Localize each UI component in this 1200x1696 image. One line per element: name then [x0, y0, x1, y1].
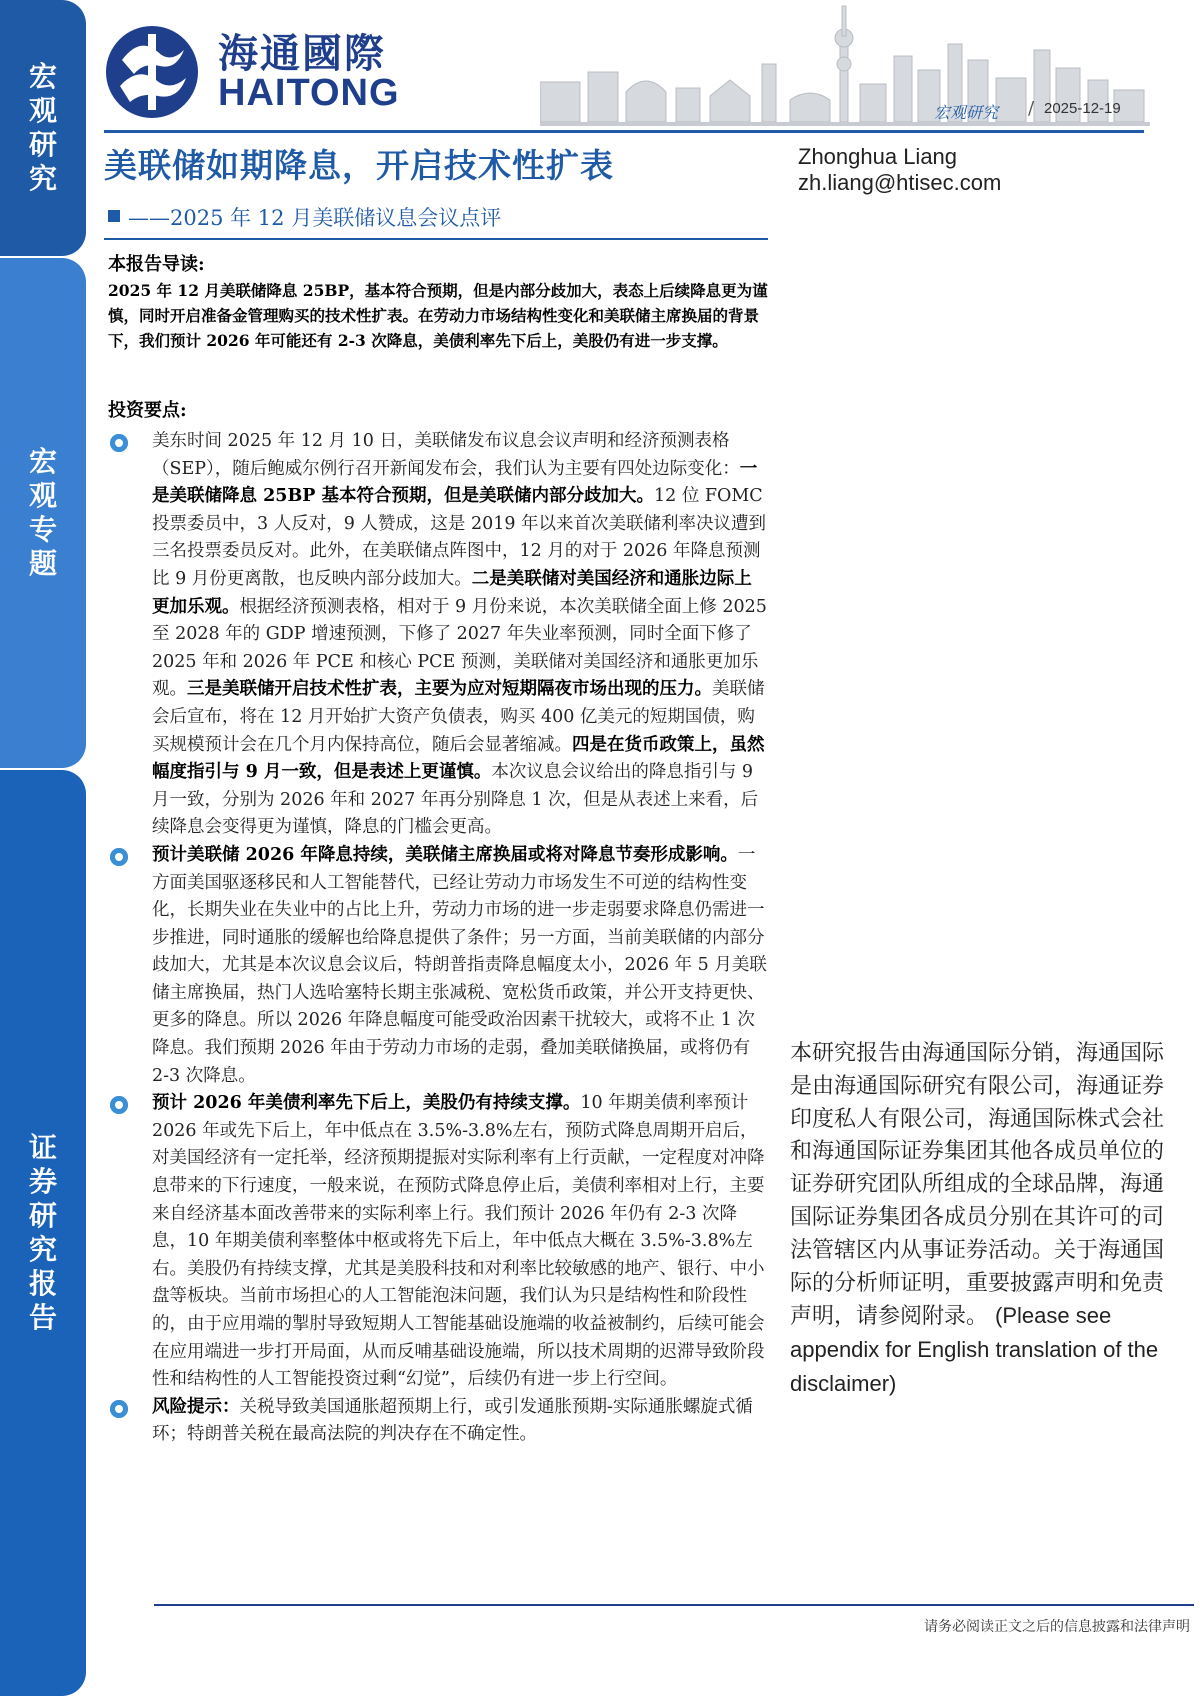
- footer-notice: 请务必阅读正文之后的信息披露和法律声明: [924, 1619, 1190, 1635]
- report-subtitle: ——2025 年 12 月美联储议息会议点评: [128, 206, 502, 230]
- list-item: 预计 2026 年美债利率先下后上，美股仍有持续支撑。10 年期美债利率预计 2026 年或先下后上，年中低点在 3.5%-3.8%左右，预防式降息周期开启后，对美国经济有一定托举，经济预期提振对实际利率有上行贡献，一定程度对冲降息带来的下行速度，一般来说，在预防式降息停止后，美债利率相对上行，主要来自经济基本面改善带来的实际利率上行。我们预计 2026 年仍有 2-3 次降息，10 年期美债利率整体中枢或将先下后上，年中低点大概在 3.5%-3.8%左右。美股仍有持续支撑，尤其是美股科技和对利率比较敏感的地产、银行、中小盘等板块。当前市场担心的人工智能泡沫问题，我们认为只是结构性和阶段性的，由于应用端的掣肘导致短期人工智能基础设施端的收益被制约，后续可能会在应用端进一步打开局面，从而反哺基础设施端，所以技术周期的迟滞导致阶段性和结构性的人工智能投资过剩“幻觉”，后续仍有进一步上行空间。: [108, 1090, 768, 1394]
- header-divider: /: [1028, 98, 1035, 119]
- sidebar-char: 研: [28, 1199, 57, 1232]
- sidebar-char: 观: [28, 94, 57, 127]
- author-name: Zhonghua Liang: [798, 144, 958, 169]
- disclaimer-english-note: (Please see appendix for English translation of the disclaimer): [790, 1303, 1159, 1396]
- title-rule: [104, 238, 768, 240]
- investment-points-list: [108, 428, 768, 1449]
- list-item: 风险提示：关税导致美国通胀超预期上行，或引发通胀预期-实际通胀螺旋式循环；特朗普关税在最高法院的判决存在不确定性。: [108, 1394, 768, 1449]
- author-email[interactable]: zh.liang@htisec.com: [798, 170, 1002, 195]
- sidebar-tab-macro-topic: [0, 258, 86, 768]
- sidebar-char: 究: [28, 162, 57, 195]
- list-item: 美东时间 2025 年 12 月 10 日，美联储发布议息会议声明和经济预测表格（SEP），随后鲍威尔例行召开新闻发布会，我们认为主要有四处边际变化：一是美联储降息 25BP 基本符合预期，但是美联储内部分歧加大。12 位 FOMC 投票委员中，3 人反对，9 人赞成，这是 2019 年以来首次美联储利率决议遭到三名投票委员反对。此外，在美联储点阵图中，12 月的对于 2026 年降息预测比 9 月份更离散，也反映内部分歧加大。二是美联储对美国经济和通胀边际上更加乐观。根据经济预测表格，相对于 9 月份来说，本次美联储全面上修 2025 至 2028 年的 GDP 增速预测，下修了 2027 年失业率预测，同时全面下修了 2025 年和 2026 年 PCE 和核心 PCE 预测，美联储对美国经济和通胀更加乐观。三是美联储开启技术性扩表，主要为应对短期隔夜市场出现的压力。美联储会后宣布，将在 12 月开始扩大资产负债表，购买 400 亿美元的短期国债，购买规模预计会在几个月内保持高位，随后会显著缩减。四是在货币政策上，虽然幅度指引与 9 月一致，但是表述上更谨慎。本次议息会议给出的降息指引与 9 月一致，分别为 2026 年和 2027 年再分别降息 1 次，但是从表述上来看，后续降息会变得更为谨慎，降息的门槛会更高。: [108, 428, 768, 842]
- sidebar-char: 券: [28, 1165, 57, 1198]
- logo-english-name: HAITONG: [218, 72, 400, 114]
- sidebar-char: 宏: [28, 445, 57, 478]
- report-category: 宏观研究: [934, 103, 999, 122]
- sidebar-char: 研: [28, 128, 57, 161]
- subtitle-bullet-icon: [108, 210, 120, 222]
- report-title: 美联储如期降息，开启技术性扩表: [104, 146, 614, 185]
- sidebar-char: 告: [28, 1301, 57, 1334]
- guide-paragraph: 2025 年 12 月美联储降息 25BP，基本符合预期，但是内部分歧加大，表态上后续降息更为谨慎，同时开启准备金管理购买的技术性扩表。在劳动力市场结构性变化和美联储主席换届的背景下，我们预计 2026 年可能还有 2-3 次降息，美债利率先下后上，美股仍有进一步支撑。: [108, 281, 768, 350]
- guide-heading: 本报告导读:: [108, 254, 205, 275]
- sidebar-char: 专: [28, 513, 57, 546]
- disclaimer-chinese: 本研究报告由海通国际分销，海通国际是由海通国际研究有限公司，海通证券印度私人有限公司，海通国际株式会社和海通国际证券集团其他各成员单位的证券研究团队所组成的全球品牌，海通国际证券集团各成员分别在其许可的司法管辖区内从事证券活动。关于海通国际的分析师证明，重要披露声明和免责声明，请参阅附录。: [790, 1041, 1165, 1330]
- sidebar-char: 观: [28, 479, 57, 512]
- sidebar-tab-securities-report: [0, 770, 86, 1696]
- header-rule: [104, 130, 1144, 133]
- sidebar-char: 题: [28, 547, 57, 580]
- sidebar-char: 证: [28, 1131, 57, 1164]
- sidebar-tab-macro-research: [0, 0, 86, 256]
- bullet-icon: [110, 1096, 128, 1114]
- footer-rule: [154, 1604, 1194, 1606]
- disclaimer-block: [790, 1038, 1174, 1402]
- bullet-icon: [110, 848, 128, 866]
- bullet-icon: [110, 1400, 128, 1418]
- report-date: 2025-12-19: [1044, 100, 1121, 117]
- list-item: 预计美联储 2026 年降息持续，美联储主席换届或将对降息节奏形成影响。一方面美国驱逐移民和人工智能替代，已经让劳动力市场发生不可逆的结构性变化，长期失业在失业中的占比上升，劳动力市场的进一步走弱要求降息仍需进一步推进，同时通胀的缓解也给降息提供了条件；另一方面，当前美联储的内部分歧加大，尤其是本次议息会议后，特朗普指责降息幅度太小，2026 年 5 月美联储主席换届，热门人选哈塞特长期主张减税、宽松货币政策，并公开支持更快、更多的降息。所以 2026 年降息幅度可能受政治因素干扰较大，或将不止 1 次降息。我们预期 2026 年由于劳动力市场的走弱，叠加美联储换届，或将仍有 2-3 次降息。: [108, 842, 768, 1090]
- sidebar-char: 报: [28, 1267, 57, 1300]
- investment-points-heading: 投资要点:: [108, 400, 187, 421]
- bullet-icon: [110, 434, 128, 452]
- sidebar-char: 宏: [28, 60, 57, 93]
- sidebar-char: 究: [28, 1233, 57, 1266]
- logo-chinese-name: 海通國際: [218, 31, 386, 77]
